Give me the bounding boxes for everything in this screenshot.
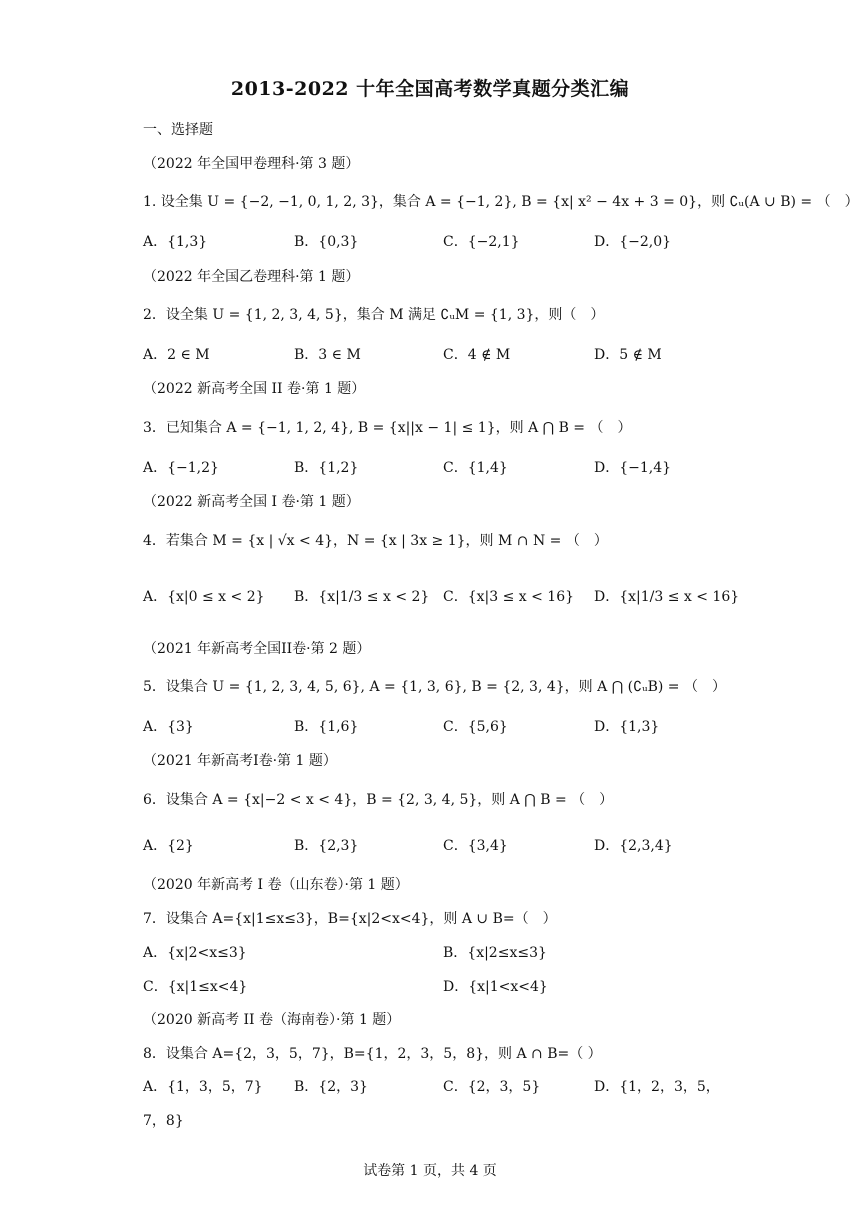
question-source: （2020 年新高考 I 卷（山东卷）·第 1 题）: [143, 877, 409, 893]
question-stem: 8．设集合 A={2，3，5，7}，B={1，2，3，5，8}，则 A ∩ B=（ ）: [143, 1046, 602, 1062]
option-d: D．{1,3}: [594, 719, 660, 735]
option-b: B．3 ∈ M: [294, 347, 361, 363]
page-title: 2013-2022 十年全国高考数学真题分类汇编: [230, 78, 630, 100]
option-c: C．{5,6}: [443, 719, 508, 735]
question-stem: 4．若集合 M = {x | √x < 4}，N = {x | 3x ≥ 1}，则 M ∩ N = （ ）: [143, 533, 608, 549]
option-a: A．{1,3}: [143, 234, 208, 250]
option-b: B．{1,6}: [294, 719, 359, 735]
option-a: A．{−1,2}: [143, 460, 219, 476]
option-d-continued: 7，8}: [143, 1113, 184, 1129]
question-stem: 7．设集合 A={x|1≤x≤3}，B={x|2<x<4}，则 A ∪ B=（ ）: [143, 911, 557, 927]
question-source: （2022 新高考全国 I 卷·第 1 题）: [143, 494, 360, 510]
question-stem: 3．已知集合 A = {−1, 1, 2, 4}, B = {x||x − 1| ≤ 1}，则 A ⋂ B = （ ）: [143, 420, 632, 436]
question-source: （2022 新高考全国 II 卷·第 1 题）: [143, 381, 366, 397]
option-b: B．{1,2}: [294, 460, 359, 476]
option-a: A．{3}: [143, 719, 194, 735]
question-stem: 1. 设全集 U = {−2, −1, 0, 1, 2, 3}，集合 A = {−1, 2}, B = {x| x² − 4x + 3 = 0}，则 ∁ᵤ(A ∪ B) = （ ）: [143, 194, 859, 210]
option-d: D．{x|1<x<4}: [443, 979, 548, 995]
option-a: A．{x|0 ≤ x < 2}: [143, 589, 265, 605]
option-b: B．{x|2≤x≤3}: [443, 945, 547, 961]
option-d: D．{−2,0}: [594, 234, 672, 250]
option-b: B．{0,3}: [294, 234, 359, 250]
option-c: C．{3,4}: [443, 838, 508, 854]
option-a: A．{x|2<x≤3}: [143, 945, 247, 961]
page-footer: 试卷第 1 页，共 4 页: [363, 1163, 497, 1179]
option-d: D．{−1,4}: [594, 460, 672, 476]
question-source: （2022 年全国甲卷理科·第 3 题）: [143, 156, 360, 172]
option-c: C．{1,4}: [443, 460, 508, 476]
option-d: D．{2,3,4}: [594, 838, 673, 854]
option-c: C．4 ∉ M: [443, 347, 511, 363]
question-source: （2021 年新高考I卷·第 1 题）: [143, 753, 337, 769]
option-d: D．{1，2，3，5，: [594, 1079, 720, 1095]
option-d: D．{x|1/3 ≤ x < 16}: [594, 589, 740, 605]
option-b: B．{2，3}: [294, 1079, 368, 1095]
option-c: C．{2，3，5}: [443, 1079, 541, 1095]
option-a: A．2 ∈ M: [143, 347, 210, 363]
question-source: （2021 年新高考全国II卷·第 2 题）: [143, 641, 371, 657]
option-d: D．5 ∉ M: [594, 347, 662, 363]
option-c: C．{x|1≤x<4}: [143, 979, 248, 995]
question-source: （2020 新高考 II 卷（海南卷）·第 1 题）: [143, 1012, 401, 1028]
question-stem: 2．设全集 U = {1, 2, 3, 4, 5}，集合 M 满足 ∁ᵤM = {1, 3}，则（ ）: [143, 307, 605, 323]
option-b: B．{x|1/3 ≤ x < 2}: [294, 589, 430, 605]
option-c: C．{x|3 ≤ x < 16}: [443, 589, 575, 605]
option-c: C．{−2,1}: [443, 234, 520, 250]
option-a: A．{2}: [143, 838, 194, 854]
section-heading: 一、选择题: [143, 122, 213, 138]
question-stem: 6．设集合 A = {x|−2 < x < 4}，B = {2, 3, 4, 5}，则 A ⋂ B = （ ）: [143, 792, 614, 808]
question-source: （2022 年全国乙卷理科·第 1 题）: [143, 269, 360, 285]
question-stem: 5．设集合 U = {1, 2, 3, 4, 5, 6}, A = {1, 3, 6}, B = {2, 3, 4}，则 A ⋂ (∁ᵤB) = （ ）: [143, 679, 726, 695]
option-b: B．{2,3}: [294, 838, 359, 854]
option-a: A．{1，3，5，7}: [143, 1079, 263, 1095]
